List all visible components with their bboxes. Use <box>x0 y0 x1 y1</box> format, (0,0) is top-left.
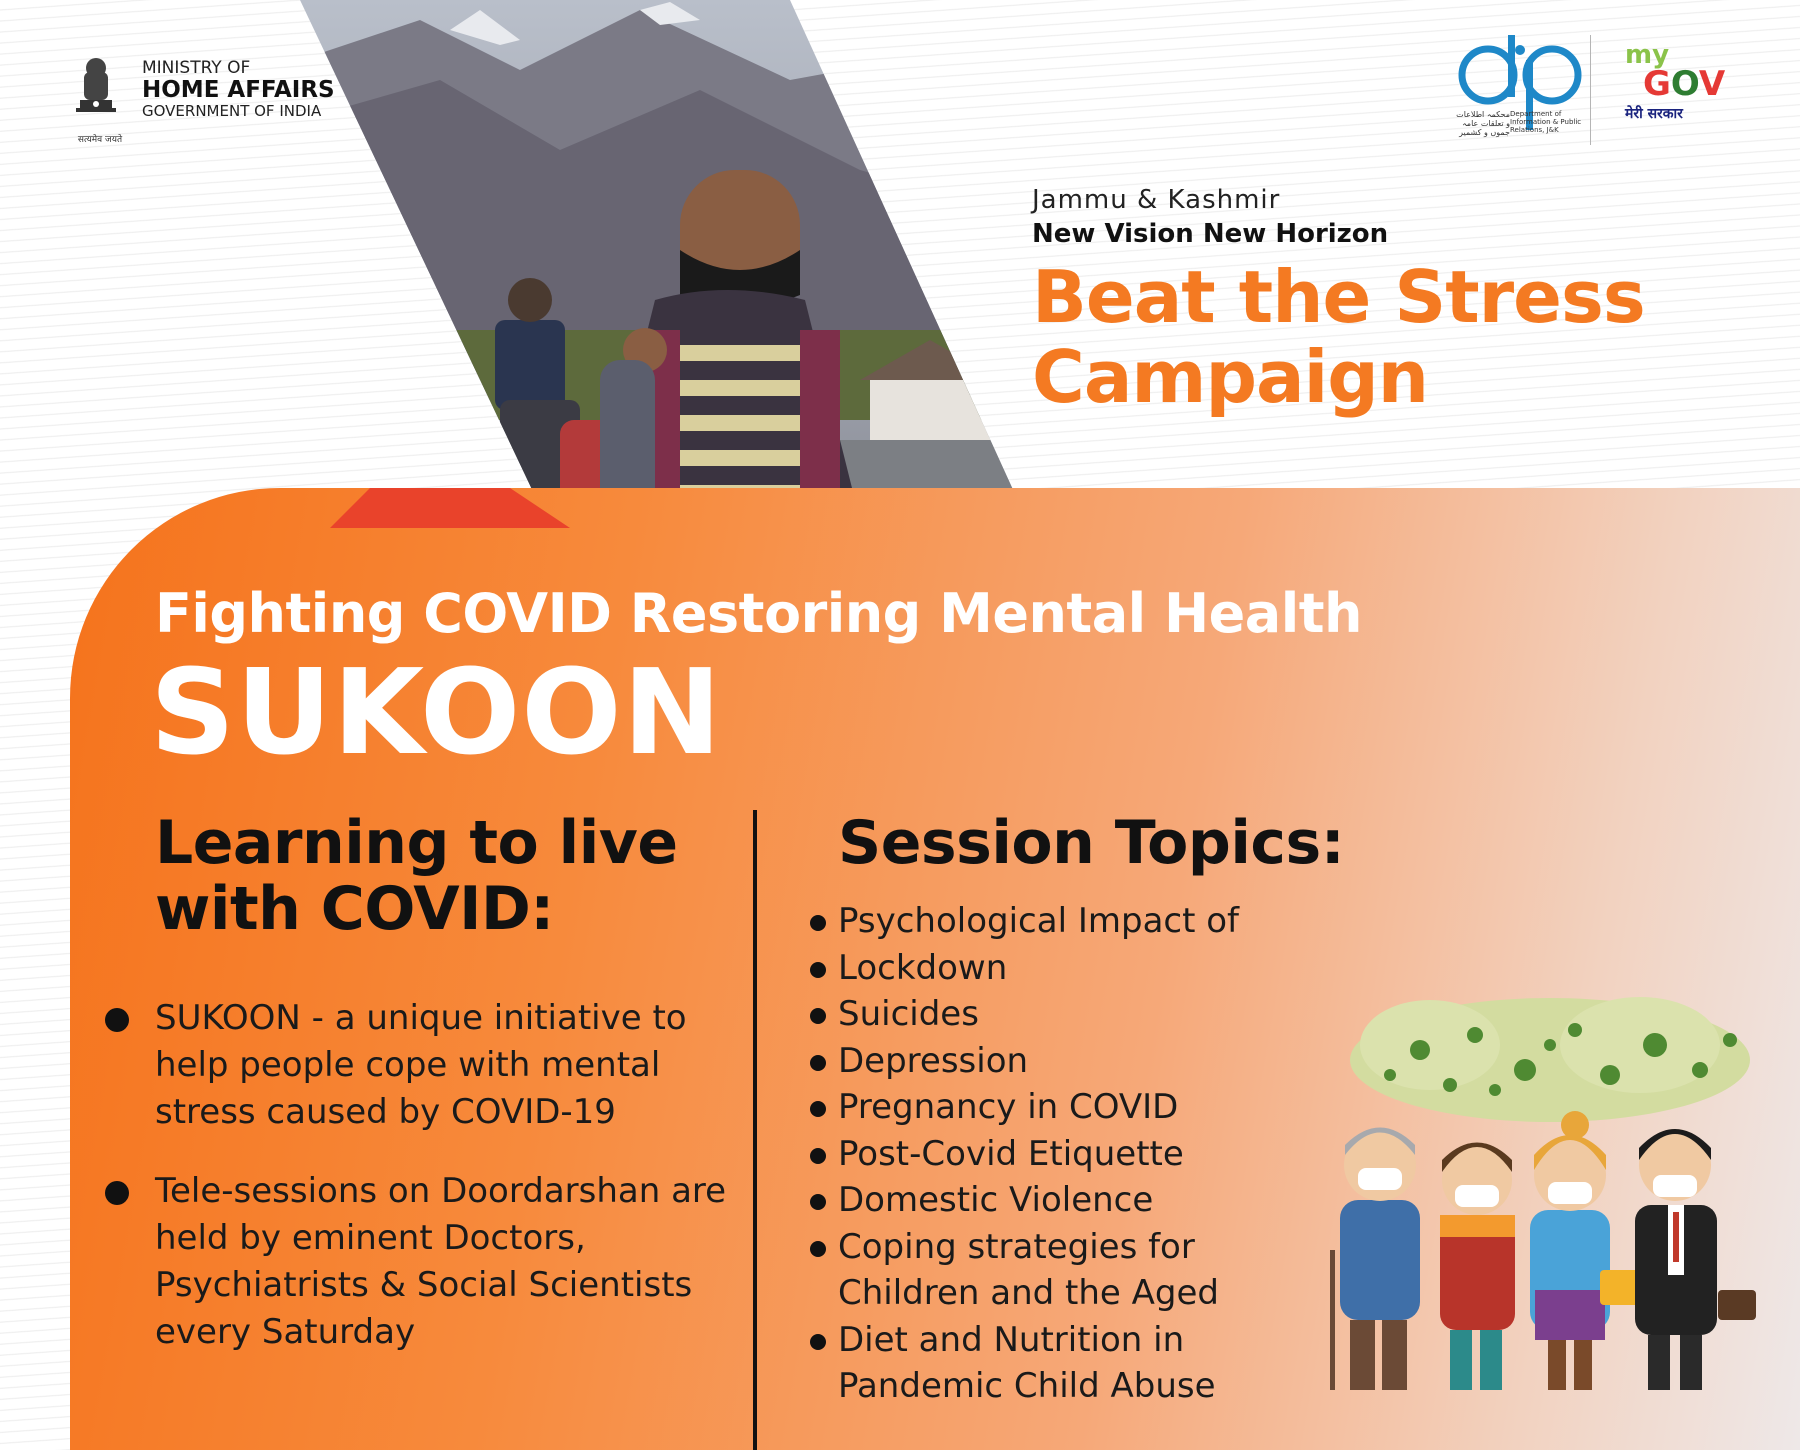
ministry-line2: HOME AFFAIRS <box>142 77 335 103</box>
left-bullet-list <box>105 995 745 1388</box>
list-item: Depression <box>808 1038 1328 1085</box>
sukoon-title: SUKOON <box>150 643 723 781</box>
list-item: Suicides <box>808 991 1328 1038</box>
bullet-icon <box>810 962 826 978</box>
session-topics-list <box>808 898 1328 1410</box>
campaign-title: Beat the Stress Campaign <box>1032 255 1645 419</box>
region-label: Jammu & Kashmir <box>1032 185 1281 215</box>
bullet-icon <box>810 1334 826 1350</box>
ministry-line1: MINISTRY OF <box>142 58 251 78</box>
ashoka-emblem-icon <box>70 48 122 126</box>
mygov-logo <box>1625 42 1725 123</box>
bullet-icon <box>810 1101 826 1117</box>
emblem-tagline: सत्यमेव जयते <box>77 135 123 145</box>
list-item: Post-Covid Etiquette <box>808 1131 1328 1178</box>
list-item: Psychological Impact of <box>808 898 1328 945</box>
masked-people-illustration <box>1310 990 1760 1400</box>
mygov-my: my <box>1625 40 1670 70</box>
red-accent-shape <box>330 488 570 528</box>
banner-headline: Fighting COVID Restoring Mental Health <box>155 582 1362 645</box>
column-divider <box>753 810 757 1450</box>
ministry-logo <box>70 48 335 145</box>
session-topics-heading: Session Topics: <box>838 808 1345 878</box>
logo-separator <box>1590 35 1591 145</box>
dip-caption-urdu: محکمہ اطلاعات و تعلقات عامہ جموں و کشمیر <box>1456 110 1510 137</box>
bullet-icon <box>810 915 826 931</box>
bullet-icon <box>810 1055 826 1071</box>
list-item: Coping strategies for Children and the Aged <box>808 1224 1328 1317</box>
bullet-icon <box>105 1181 129 1205</box>
bullet-icon <box>810 1241 826 1257</box>
bullet-icon <box>810 1008 826 1024</box>
bullet-icon <box>810 1194 826 1210</box>
list-item: Diet and Nutrition in Pandemic Child Abuse <box>808 1317 1328 1410</box>
list-item: Tele-sessions on Doordarshan are held by eminent Doctors, Psychiatrists & Social Scientists every Saturday <box>105 1168 745 1356</box>
campaign-title-block <box>1032 185 1645 417</box>
mygov-gov: GOV <box>1643 64 1726 104</box>
list-item: Lockdown <box>808 945 1328 992</box>
ministry-line3: GOVERNMENT OF INDIA <box>142 102 322 120</box>
dip-caption: Department of Information & Public Relations, J&K <box>1510 110 1582 134</box>
list-item: Domestic Violence <box>808 1177 1328 1224</box>
partner-logos <box>1440 30 1740 150</box>
mygov-hindi: मेरी सरकार <box>1625 106 1683 122</box>
left-heading: Learning to live with COVID: <box>155 808 678 944</box>
bullet-icon <box>105 1008 129 1032</box>
bullet-icon <box>810 1148 826 1164</box>
list-item: SUKOON - a unique initiative to help people cope with mental stress caused by COVID-19 <box>105 995 745 1136</box>
list-item: Pregnancy in COVID <box>808 1084 1328 1131</box>
tagline: New Vision New Horizon <box>1032 219 1389 249</box>
